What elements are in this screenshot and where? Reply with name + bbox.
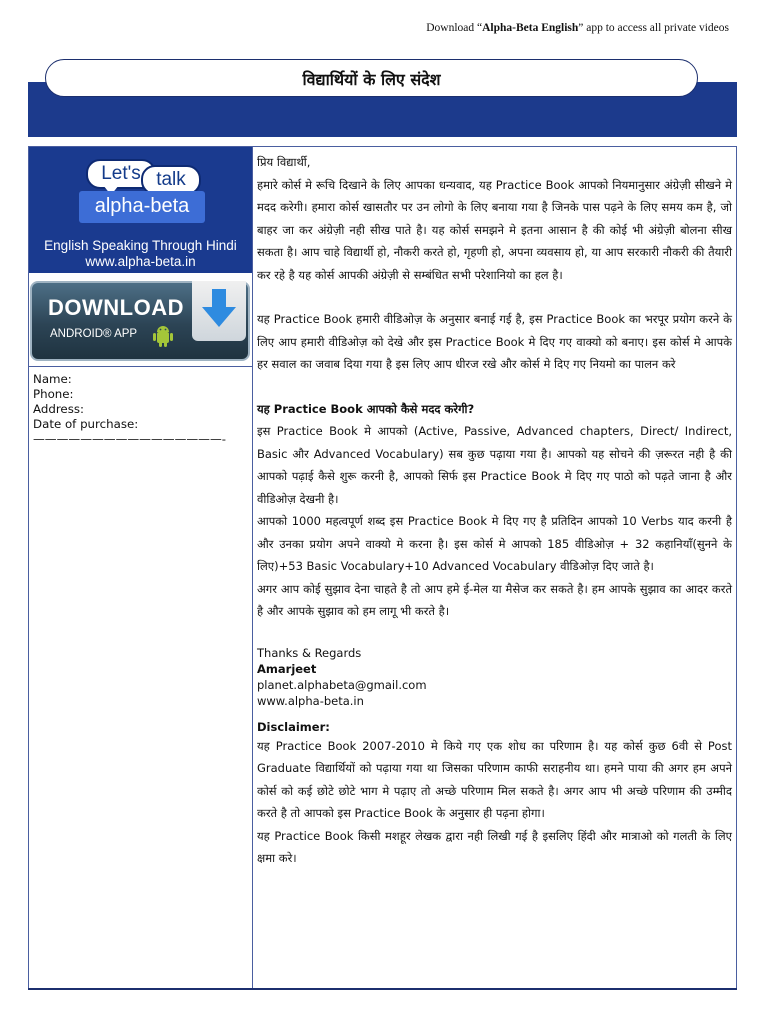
page-title: विद्यार्थियों के लिए संदेश	[302, 70, 441, 89]
notice-suffix: ” app to access all private videos	[578, 22, 729, 34]
purchase-info-form	[33, 372, 248, 447]
logo-website: www.alpha-beta.in	[85, 254, 196, 269]
greeting: प्रिय विद्यार्थी,	[257, 155, 311, 169]
disclaimer-paragraph: यह Practice Book 2007-2010 मे किये गए एक शोध का परिणाम है। यह कोर्स कुछ 6वी से Post Graduate विद्यार्थियों को पढ़ाया गया था जिसका परिणाम काफी सराहनीय था। हमने पाया की अगर हम अपने कोर्स को कई छोटे छोटे भाग मे पढ़ाए तो अच्छे परिणाम मिल सकते है। अगर आप भी अच्छे परिणाम की उम्मीद करते है तो आपको इस Practice Book के अनुसार ही पढ़ना होगा।	[257, 738, 732, 820]
date-field-label: Date of purchase:	[33, 417, 139, 431]
download-arrow-icon	[192, 281, 246, 341]
bottom-rule	[28, 988, 737, 990]
sidebar-divider	[28, 366, 252, 367]
app-name: Alpha-Beta English	[482, 22, 579, 34]
talk-bubble: talk	[141, 165, 201, 195]
download-label: DOWNLOAD	[48, 295, 184, 320]
contact-email[interactable]: planet.alphabeta@gmail.com	[257, 677, 427, 692]
phone-field-label: Phone:	[33, 387, 74, 401]
brand-label: alpha-beta	[79, 191, 205, 223]
author-name: Amarjeet	[257, 661, 317, 676]
vocabulary-paragraph: आपको 1000 महत्वपूर्ण शब्द इस Practice Book मे दिए गए है प्रतिदिन आपको 10 Verbs याद करनी है और उनका प्रयोग अपने वाक्यो मे करना है। इस कोर्स मे आपको 185 वीडिओज़ + 32 कहानियाँ(सुनने के लिए)+53 Basic Vocabulary+10 Advanced Vocabulary वीडिओज़ दिए जाते है।	[257, 514, 732, 573]
logo-tagline	[29, 238, 252, 270]
column-divider	[252, 146, 253, 990]
android-app-label: ANDROID® APP	[50, 328, 138, 340]
fill-line: ————————————————-	[33, 432, 227, 446]
download-android-app-button[interactable]	[30, 281, 250, 361]
lets-talk-logo	[29, 147, 252, 273]
apology-paragraph: यह Practice Book किसी मशहूर लेखक द्वारा नही लिखी गई है इसलिए हिंदी और मात्राओ को गलती के लिए क्षमा करे।	[257, 828, 732, 865]
contents-paragraph: इस Practice Book मे आपको (Active, Passive, Advanced chapters, Direct/ Indirect, Basic और Advanced Vocabulary) सब कुछ पढ़ाया गया है। आपको यह सोचने की ज़रूरत नही है की आपको पढ़ाई कैसे शुरू करनी है, आपको सिर्फ इस Practice Book मे दिए गए पाठो को पढ़ते जाना है और वीडिओज़ देखनी है।	[257, 424, 732, 506]
intro-paragraph: हमारे कोर्स मे रूचि दिखाने के लिए आपका धन्यवाद, यह Practice Book आपको नियमानुसार अंग्रेज़ी सीखने मे मदद करेगी। हमारा कोर्स खासतौर पर उन लोगो के लिए बनाया गया है जिनके पास पढ़ने के लिए समय कम है, जो बाहर जा कर अंग्रेज़ी नही सीख पाते है। यह कोर्स समझने मे इतना आसान है की कोई भी अंग्रेज़ी बोलना सीख सकता है। आप चाहे विद्यार्थी हो, नौकरी करते हो, गृहणी हो, अपना व्यवसाय हो, या आप सरकारी नौकरी की तैयारी कर रहे है यह कोर्स आपकी अंग्रेज़ी से सम्बंधित सभी परेशानियो का हल है।	[257, 177, 732, 282]
address-field-label: Address:	[33, 402, 84, 416]
title-pill	[45, 59, 698, 97]
android-icon	[150, 323, 176, 349]
thanks-line: Thanks & Regards	[257, 645, 362, 660]
download-app-notice	[0, 22, 729, 34]
contact-website[interactable]: www.alpha-beta.in	[257, 693, 364, 708]
name-field-label: Name:	[33, 372, 72, 386]
disclaimer-heading: Disclaimer:	[257, 719, 330, 734]
lets-bubble: Let's	[86, 159, 156, 189]
letter-body	[257, 151, 732, 870]
help-heading: यह Practice Book आपको कैसे मदद करेगी?	[257, 401, 475, 416]
suggestion-paragraph: अगर आप कोई सुझाव देना चाहते है तो आप हमे ई-मेल या मैसेज कर सकते है। हम आपके सुझाव का आदर करते है और आपके सुझाव को हम लागू भी करते है।	[257, 581, 732, 618]
tagline-text: English Speaking Through Hindi	[44, 238, 237, 253]
videos-paragraph: यह Practice Book हमारी वीडिओज़ के अनुसार बनाई गई है, इस Practice Book का भरपूर प्रयोग करने के लिए आप हमारी वीडिओज़ को देखे और इस Practice Book मे दिए गए वाक्यो को बनाए। इस कोर्स मे आपके हर सवाल का जवाब दिया गया है इस लिए आप धीरज रखे और कोर्स मे दिए गए नियमो का पालन करे	[257, 312, 732, 371]
notice-prefix: Download “	[426, 22, 483, 34]
